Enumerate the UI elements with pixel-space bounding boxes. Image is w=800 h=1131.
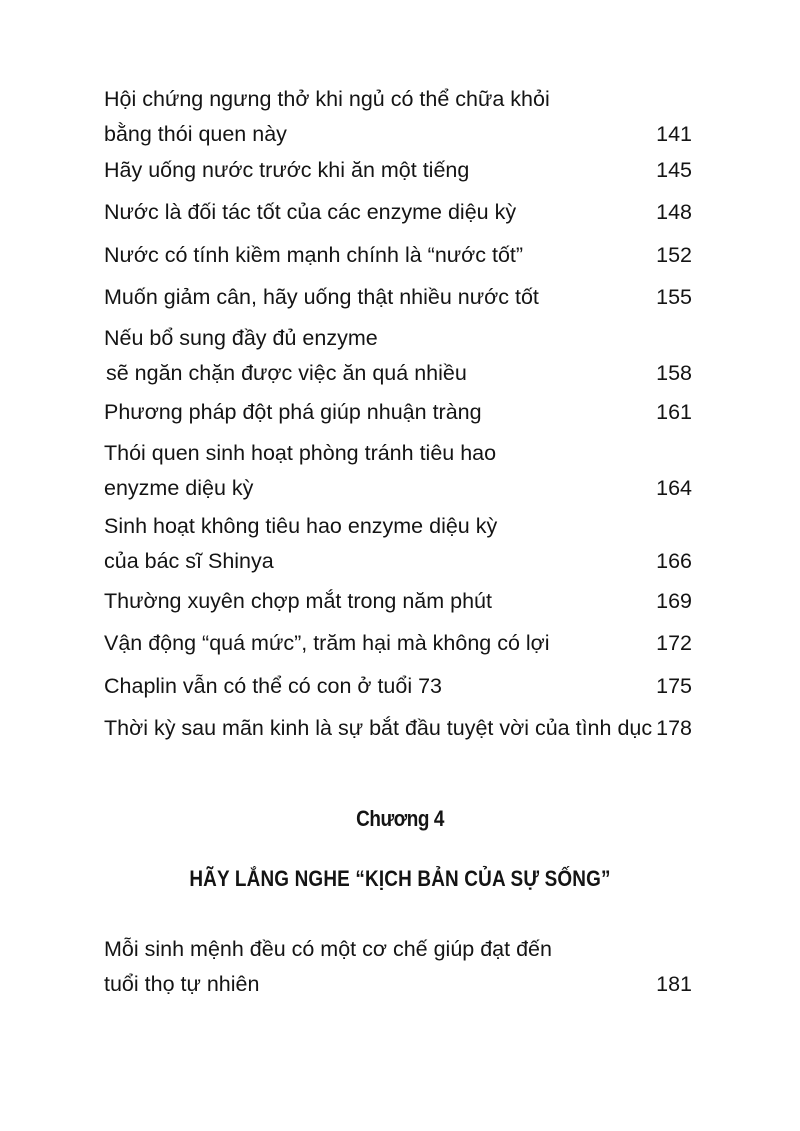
toc-entry-line: Nước là đối tác tốt của các enzyme diệu kỳ [104,200,517,224]
toc-page-number: 166 [656,549,692,573]
toc-entry [104,395,692,430]
toc-entry-title [104,153,624,188]
chapter-label: Chương 4 [356,806,444,831]
toc-entry-title [104,195,624,230]
toc-entry-title [104,280,624,315]
toc-entry-title [104,82,624,152]
toc-page-number: 152 [656,243,692,267]
toc-entry-title [104,436,624,506]
toc-entry-line: Sinh hoạt không tiêu hao enzyme diệu kỳ [104,514,498,538]
toc-entry [104,82,692,152]
toc-entry-line: Hội chứng ngưng thở khi ngủ có thể chữa khỏi [104,87,550,111]
toc-entry [104,669,692,704]
toc-entry [104,932,692,1002]
toc-page-number: 158 [656,361,692,385]
toc-entry [104,280,692,315]
toc-entry-line: enyzme diệu kỳ [104,476,254,500]
toc-entry-title [104,626,624,661]
toc-entry-title [104,584,624,619]
toc-entry [104,238,692,273]
toc-page-number: 169 [656,589,692,613]
toc-entry [104,436,692,506]
toc-entry-line: tuổi thọ tự nhiên [104,972,260,996]
toc-entry-line: Thói quen sinh hoạt phòng tránh tiêu hao [104,441,497,465]
toc-entry [104,584,692,619]
toc-entry-title [104,509,624,579]
toc-page-number: 164 [656,476,692,500]
toc-entry-line: Muốn giảm cân, hãy uống thật nhiều nước tốt [104,285,539,309]
toc-page-number: 148 [656,200,692,224]
toc-entry-line: Chaplin vẫn có thể có con ở tuổi 73 [104,674,443,698]
toc-page-number: 141 [656,122,692,146]
toc-entry-line: bằng thói quen này [104,122,287,146]
toc-page-number: 175 [656,674,692,698]
toc-page-number: 155 [656,285,692,309]
toc-page-number: 161 [656,400,692,424]
toc-entry-title [104,932,624,1002]
toc-page-number: 145 [656,158,692,182]
toc-entry-line: của bác sĩ Shinya [104,549,274,573]
chapter-title: HÃY LẮNG NGHE “KỊCH BẢN CỦA SỰ SỐNG” [189,866,611,891]
toc-entry-title [104,669,624,704]
toc-entry-line: Thời kỳ sau mãn kinh là sự bắt đầu tuyệt vời của tình dục [104,716,653,740]
toc-entry-line: Hãy uống nước trước khi ăn một tiếng [104,158,470,182]
toc-entry-title [104,395,624,430]
toc-entry [104,153,692,188]
toc-page-number: 172 [656,631,692,655]
toc-page-number: 181 [656,972,692,996]
toc-entry [104,195,692,230]
toc-entry-line: Vận động “quá mức”, trăm hại mà không có lợi [104,631,550,655]
toc-entry [104,321,692,391]
toc-page-number: 178 [656,716,692,740]
toc-entry [104,711,692,746]
toc-entry-line: Nếu bổ sung đầy đủ enzyme [104,326,378,350]
toc-entry-title [104,321,624,391]
toc-entry-line: Mỗi sinh mệnh đều có một cơ chế giúp đạt đến [104,937,552,961]
toc-entry-line: Thường xuyên chợp mắt trong năm phút [104,589,492,613]
toc-entry-title [104,711,653,746]
toc-entry-line: Phương pháp đột phá giúp nhuận tràng [104,400,482,424]
toc-entry [104,626,692,661]
toc-entry-line: sẽ ngăn chặn được việc ăn quá nhiều [106,361,467,385]
toc-entry-line: Nước có tính kiềm mạnh chính là “nước tốt” [104,243,524,267]
toc-entry-title [104,238,624,273]
toc-entry [104,509,692,579]
